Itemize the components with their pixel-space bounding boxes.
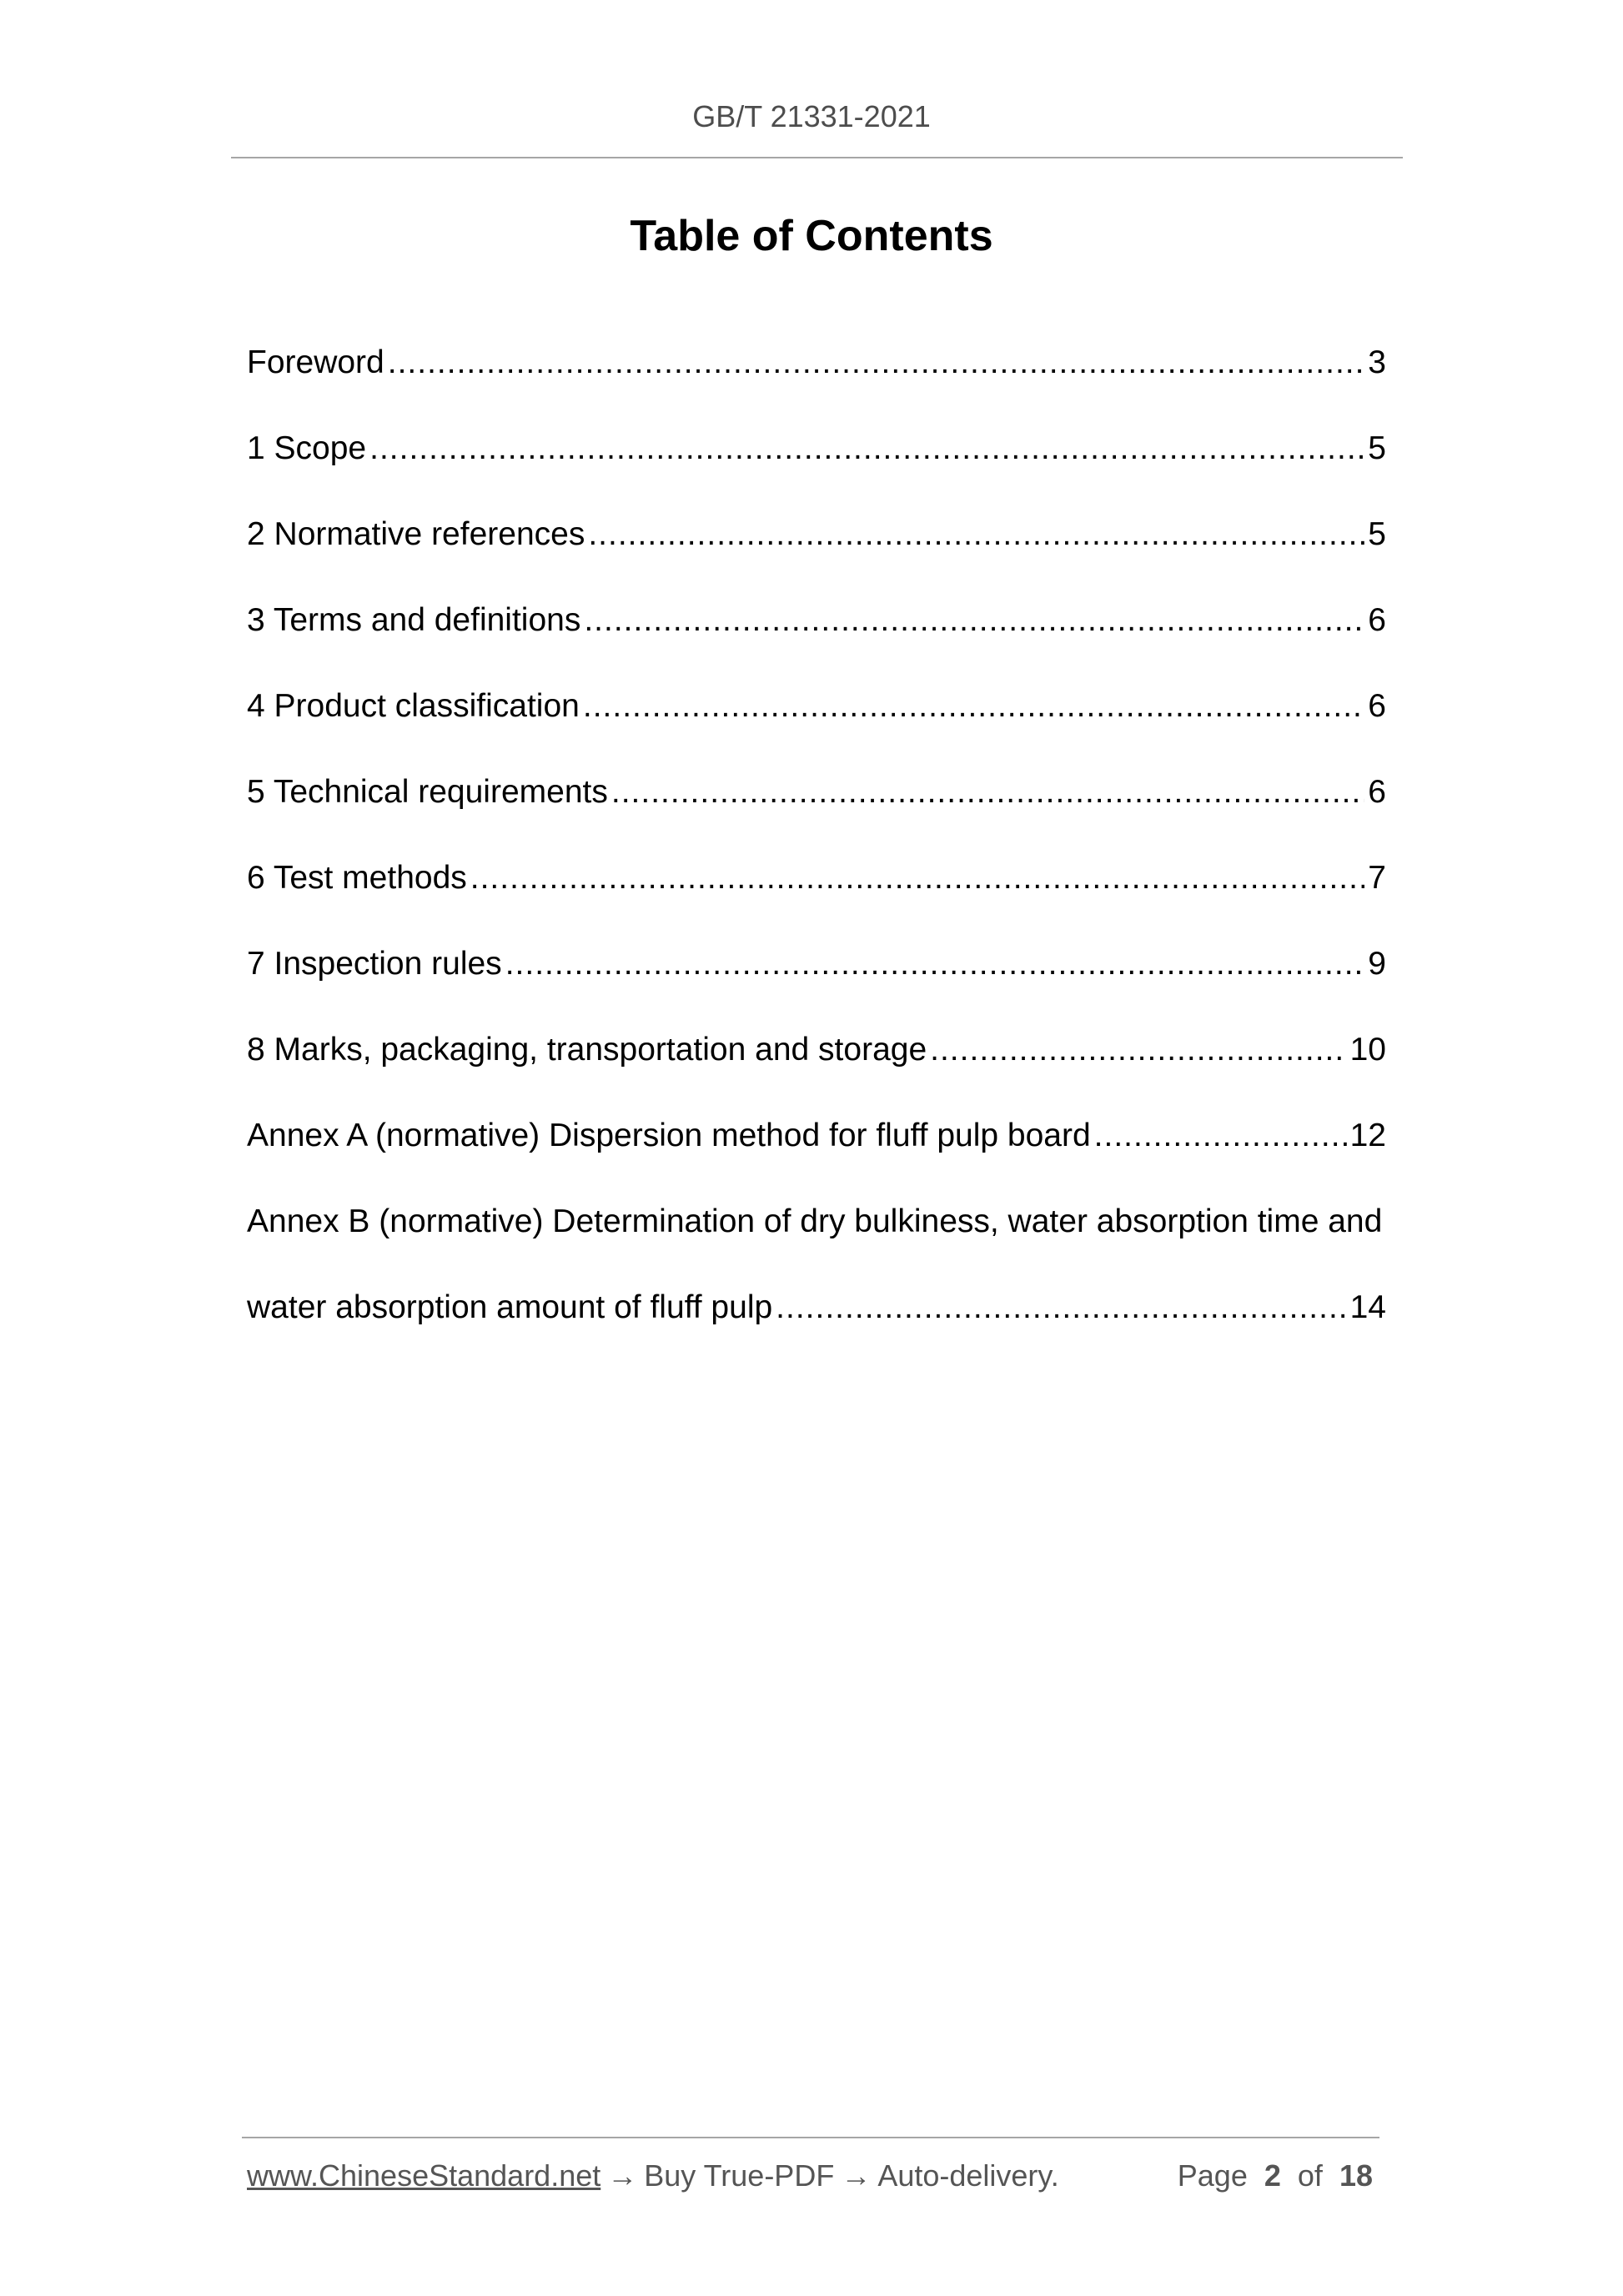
toc-entry-annex-b[interactable]: [247, 1199, 1386, 1371]
toc-entry-terms-definitions[interactable]: [247, 598, 1386, 684]
toc-entry-label: Annex A (normative) Dispersion method for fluff pulp board: [247, 1118, 1091, 1153]
toc-entry-scope[interactable]: [247, 426, 1386, 512]
toc-entry-label-line1: Annex B (normative) Determination of dry bulkiness, water absorption time and: [247, 1203, 1383, 1239]
website-link[interactable]: www.ChineseStandard.net: [247, 2158, 601, 2193]
toc-entry-technical-requirements[interactable]: [247, 770, 1386, 856]
toc-entry-label: 5 Technical requirements: [247, 774, 608, 810]
toc-entry-label: 6 Test methods: [247, 860, 467, 896]
arrow-right-icon: →: [841, 2158, 872, 2193]
document-code-header: GB/T 21331-2021: [692, 99, 931, 133]
footer-promo: [247, 2155, 1059, 2197]
footer-divider: [242, 2137, 1379, 2138]
toc-entry-page: 6: [1368, 774, 1386, 810]
toc-entry-page: 5: [1368, 430, 1386, 466]
toc-entry-page: 10: [1349, 1032, 1386, 1068]
toc-entry-page: 9: [1368, 946, 1386, 982]
toc-entry-page: 12: [1349, 1118, 1386, 1153]
page-word: Page: [1177, 2158, 1248, 2193]
toc-entry-page: 6: [1368, 688, 1386, 724]
toc-entry-inspection-rules[interactable]: [247, 942, 1386, 1027]
toc-entry-page: 14: [1349, 1289, 1386, 1325]
toc-entry-label-line2: water absorption amount of fluff pulp: [247, 1289, 773, 1325]
toc-leader-dots: [388, 340, 1365, 385]
toc-entry-product-classification[interactable]: [247, 684, 1386, 770]
toc-leader-dots: [583, 684, 1364, 729]
toc-entry-label: 3 Terms and definitions: [247, 602, 581, 638]
auto-delivery-text: Auto-delivery.: [877, 2158, 1059, 2193]
toc-leader-dots: [505, 942, 1365, 987]
toc-entry-page: 3: [1368, 344, 1386, 380]
toc-leader-dots: [369, 426, 1364, 471]
toc-entry-label: Foreword: [247, 344, 384, 380]
toc-entry-label: 8 Marks, packaging, transportation and storage: [247, 1032, 927, 1068]
toc-entry-label: 4 Product classification: [247, 688, 580, 724]
of-word: of: [1297, 2158, 1323, 2193]
page-current: 2: [1264, 2158, 1281, 2193]
buy-pdf-text: Buy True-PDF: [644, 2158, 835, 2193]
toc-leader-dots: [588, 512, 1364, 557]
toc-list: [247, 340, 1386, 1371]
toc-leader-dots: [776, 1285, 1346, 1330]
toc-leader-dots: [470, 856, 1365, 901]
header-divider: [231, 157, 1403, 158]
toc-entry-page: 5: [1368, 516, 1386, 552]
toc-entry-page: 7: [1368, 860, 1386, 896]
toc-leader-dots: [584, 598, 1364, 643]
toc-entry-annex-a[interactable]: [247, 1113, 1386, 1199]
page-number: [1178, 2155, 1373, 2197]
arrow-right-icon: →: [607, 2158, 638, 2193]
page-total: 18: [1339, 2158, 1373, 2193]
toc-entry-label: 1 Scope: [247, 430, 367, 466]
toc-entry-normative-references[interactable]: [247, 512, 1386, 598]
toc-leader-dots: [930, 1027, 1346, 1073]
toc-entry-marks-packaging[interactable]: [247, 1027, 1386, 1113]
toc-leader-dots: [611, 770, 1364, 815]
toc-title: Table of Contents: [630, 212, 993, 260]
toc-entry-foreword[interactable]: [247, 340, 1386, 426]
page-footer: [247, 2155, 1381, 2197]
toc-entry-label: 2 Normative references: [247, 516, 585, 552]
toc-leader-dots: [1094, 1113, 1347, 1158]
toc-entry-label: 7 Inspection rules: [247, 946, 502, 982]
toc-entry-test-methods[interactable]: [247, 856, 1386, 942]
toc-entry-page: 6: [1368, 602, 1386, 638]
